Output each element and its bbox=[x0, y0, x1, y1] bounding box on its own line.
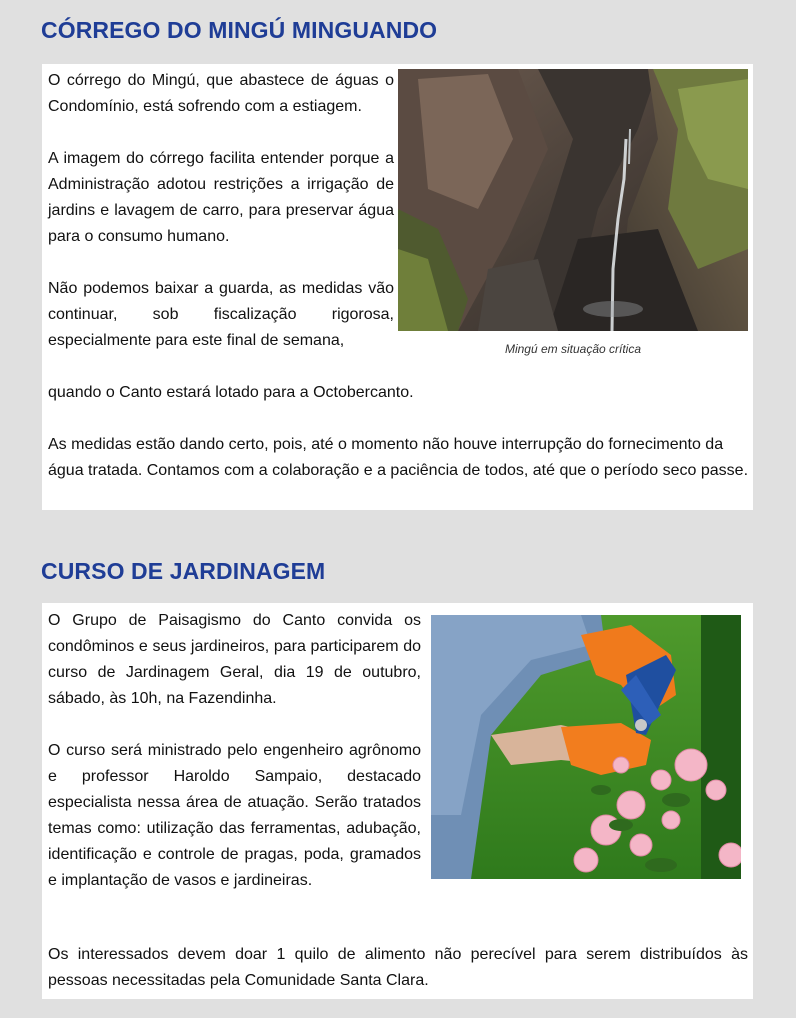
paragraph: As medidas estão dando certo, pois, até o momento não houve interrupção do fornecimento da água tratada. Contamos com a colaboração e a paciência de todos, até que o período seco passe. bbox=[48, 436, 749, 479]
article-text-wrapped bbox=[48, 608, 421, 894]
section-title-corrego: CÓRREGO DO MINGÚ MINGUANDO bbox=[41, 17, 438, 43]
paragraph: A imagem do córrego facilita entender porque a Administração adotou restrições a irrigação de jardins e lavagem de carro, para preservar água para o consumo humano. bbox=[48, 150, 394, 245]
gardening-photo bbox=[431, 615, 741, 879]
article-text-full bbox=[48, 380, 748, 484]
paragraph: Os interessados devem doar 1 quilo de alimento não perecível para serem distribuídos às pessoas necessitadas pela Comunidade Santa Clara. bbox=[48, 946, 748, 989]
paragraph: O córrego do Mingú, que abastece de águas o Condomínio, está sofrendo com a estiagem. bbox=[48, 72, 394, 115]
article-card-jardinagem bbox=[42, 603, 753, 999]
paragraph: O curso será ministrado pelo engenheiro agrônomo e professor Haroldo Sampaio, destacado especialista nessa área de atuação. Serão tratados temas como: utilização das ferramentas, adubação, identificação e controle de pragas, poda, gramados e implantação de vasos e jardineiras. bbox=[48, 742, 421, 889]
paragraph: quando o Canto estará lotado para a Octobercanto. bbox=[48, 384, 414, 401]
article-text-full bbox=[48, 942, 748, 994]
article-text-wrapped bbox=[48, 68, 394, 354]
creek-photo bbox=[398, 69, 748, 331]
paragraph: Não podemos baixar a guarda, as medidas vão continuar, sob fiscalização rigorosa, especialmente para este final de semana, bbox=[48, 280, 394, 349]
section-title-jardinagem: CURSO DE JARDINAGEM bbox=[41, 558, 326, 584]
article-card-corrego bbox=[42, 64, 753, 510]
paragraph: O Grupo de Paisagismo do Canto convida os condôminos e seus jardineiros, para participarem do curso de Jardinagem Geral, dia 19 de outubro, sábado, às 10h, na Fazendinha. bbox=[48, 612, 421, 707]
image-caption: Mingú em situação crítica bbox=[504, 342, 642, 356]
